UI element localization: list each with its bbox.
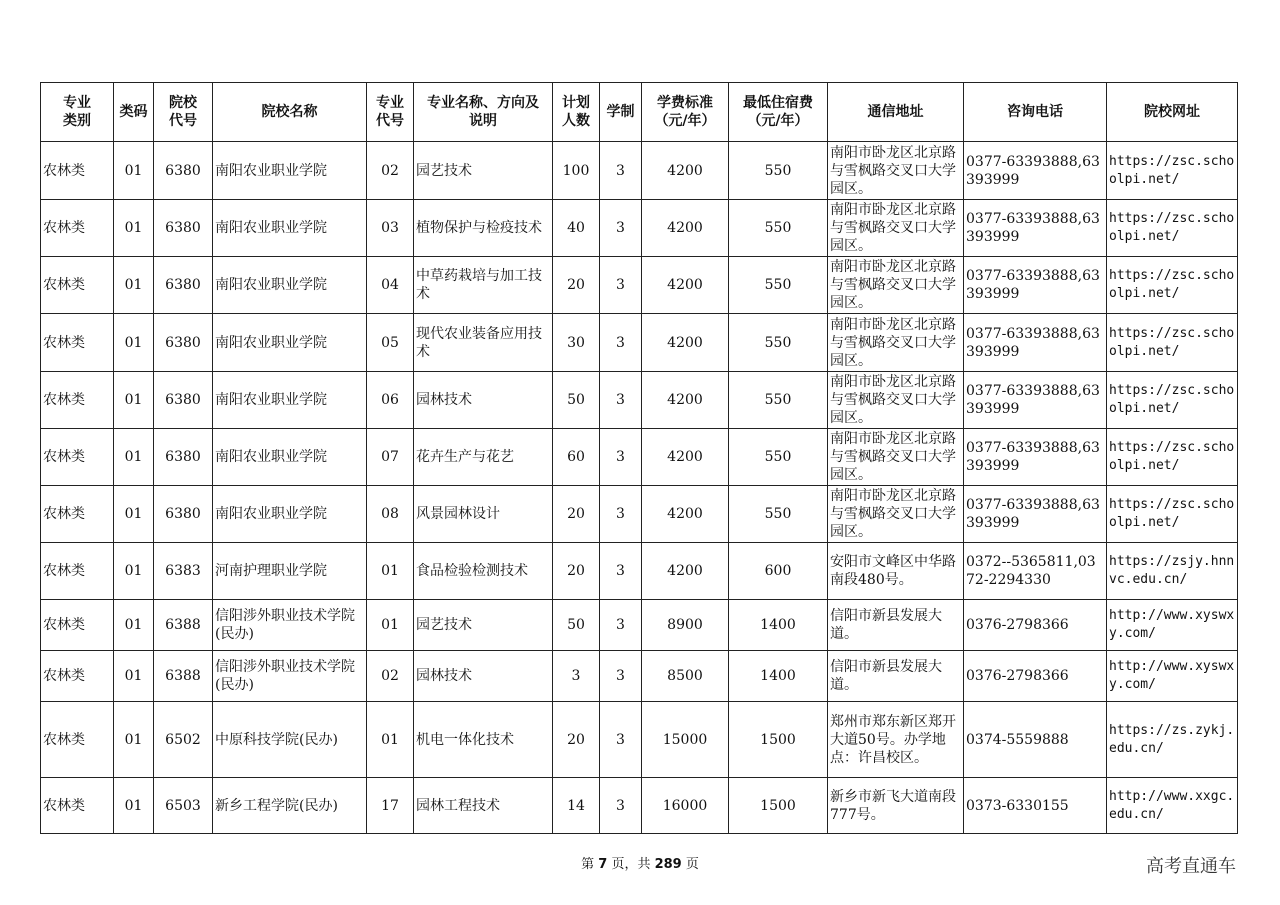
header-address bbox=[828, 83, 964, 142]
header-line: 专业名称、方向及 bbox=[427, 95, 539, 111]
cell-phone: 0377-63393888,63393999 bbox=[964, 314, 1107, 372]
cell-major-name: 园林工程技术 bbox=[414, 778, 553, 834]
cell-plan-count: 30 bbox=[553, 314, 600, 372]
header-school-code bbox=[154, 83, 213, 142]
header-line: 类别 bbox=[63, 113, 91, 129]
header-line: 通信地址 bbox=[867, 104, 924, 120]
cell-phone: 0374-5559888 bbox=[964, 702, 1107, 778]
cell-category-code: 01 bbox=[114, 651, 154, 702]
header-phone bbox=[964, 83, 1107, 142]
header-line: 院校网址 bbox=[1144, 104, 1200, 120]
cell-school-code: 6502 bbox=[154, 702, 213, 778]
cell-phone: 0376-2798366 bbox=[964, 600, 1107, 651]
cell-major-name: 中草药栽培与加工技术 bbox=[414, 257, 553, 314]
cell-major-code: 08 bbox=[367, 486, 414, 543]
admission-plan-table bbox=[40, 82, 1238, 834]
cell-tuition: 15000 bbox=[642, 702, 729, 778]
table-row bbox=[41, 486, 1238, 543]
cell-website[interactable]: https://zs.zykj.edu.cn/ bbox=[1107, 702, 1238, 778]
cell-tuition: 4200 bbox=[642, 429, 729, 486]
cell-school-code: 6380 bbox=[154, 142, 213, 200]
cell-category-code: 01 bbox=[114, 543, 154, 600]
cell-phone: 0377-63393888,63393999 bbox=[964, 142, 1107, 200]
cell-lodging-fee: 1400 bbox=[729, 651, 828, 702]
cell-phone: 0377-63393888,63393999 bbox=[964, 257, 1107, 314]
cell-major-code: 05 bbox=[367, 314, 414, 372]
cell-school-name: 新乡工程学院(民办) bbox=[213, 778, 367, 834]
cell-category: 农林类 bbox=[41, 314, 114, 372]
cell-school-code: 6380 bbox=[154, 200, 213, 257]
cell-tuition: 16000 bbox=[642, 778, 729, 834]
cell-plan-count: 3 bbox=[553, 651, 600, 702]
cell-plan-count: 20 bbox=[553, 702, 600, 778]
cell-category-code: 01 bbox=[114, 429, 154, 486]
cell-address: 安阳市文峰区中华路南段480号。 bbox=[828, 543, 964, 600]
cell-school-code: 6383 bbox=[154, 543, 213, 600]
cell-category: 农林类 bbox=[41, 651, 114, 702]
table-row bbox=[41, 702, 1238, 778]
cell-address: 南阳市卧龙区北京路与雪枫路交叉口大学园区。 bbox=[828, 200, 964, 257]
table-row bbox=[41, 314, 1238, 372]
brand-watermark-text: 高考直通车 bbox=[1146, 856, 1236, 877]
cell-school-name: 南阳农业职业学院 bbox=[213, 429, 367, 486]
cell-school-code: 6503 bbox=[154, 778, 213, 834]
cell-plan-count: 100 bbox=[553, 142, 600, 200]
cell-major-code: 03 bbox=[367, 200, 414, 257]
table-row bbox=[41, 600, 1238, 651]
cell-website[interactable]: https://zsc.schoolpi.net/ bbox=[1107, 142, 1238, 200]
cell-school-name: 南阳农业职业学院 bbox=[213, 142, 367, 200]
cell-address: 信阳市新县发展大道。 bbox=[828, 651, 964, 702]
cell-category: 农林类 bbox=[41, 257, 114, 314]
header-line: 专业 bbox=[376, 95, 404, 111]
cell-category-code: 01 bbox=[114, 600, 154, 651]
header-line: 类码 bbox=[119, 104, 148, 120]
cell-website[interactable]: http://www.xxgc.edu.cn/ bbox=[1107, 778, 1238, 834]
cell-category: 农林类 bbox=[41, 778, 114, 834]
cell-phone: 0377-63393888,63393999 bbox=[964, 200, 1107, 257]
footer-middle: 页，共 bbox=[607, 857, 655, 872]
cell-category-code: 01 bbox=[114, 257, 154, 314]
table-header-row bbox=[41, 83, 1238, 142]
cell-phone: 0377-63393888,63393999 bbox=[964, 486, 1107, 543]
cell-category-code: 01 bbox=[114, 372, 154, 429]
cell-phone: 0373-6330155 bbox=[964, 778, 1107, 834]
cell-school-name: 南阳农业职业学院 bbox=[213, 372, 367, 429]
cell-school-name: 中原科技学院(民办) bbox=[213, 702, 367, 778]
cell-website[interactable]: https://zsc.schoolpi.net/ bbox=[1107, 429, 1238, 486]
cell-school-code: 6380 bbox=[154, 429, 213, 486]
cell-tuition: 4200 bbox=[642, 142, 729, 200]
cell-phone: 0376-2798366 bbox=[964, 651, 1107, 702]
cell-phone: 0372--5365811,0372-2294330 bbox=[964, 543, 1107, 600]
cell-major-code: 17 bbox=[367, 778, 414, 834]
cell-major-code: 02 bbox=[367, 651, 414, 702]
cell-tuition: 4200 bbox=[642, 257, 729, 314]
cell-major-name: 园艺技术 bbox=[414, 600, 553, 651]
cell-duration: 3 bbox=[600, 651, 642, 702]
cell-tuition: 8900 bbox=[642, 600, 729, 651]
cell-category: 农林类 bbox=[41, 429, 114, 486]
cell-major-code: 06 bbox=[367, 372, 414, 429]
cell-lodging-fee: 550 bbox=[729, 486, 828, 543]
table-row bbox=[41, 778, 1238, 834]
cell-duration: 3 bbox=[600, 778, 642, 834]
cell-major-code: 02 bbox=[367, 142, 414, 200]
cell-lodging-fee: 550 bbox=[729, 372, 828, 429]
total-pages: 289 bbox=[654, 857, 682, 872]
cell-address: 南阳市卧龙区北京路与雪枫路交叉口大学园区。 bbox=[828, 372, 964, 429]
cell-category: 农林类 bbox=[41, 543, 114, 600]
header-line: 院校 bbox=[169, 95, 197, 111]
cell-phone: 0377-63393888,63393999 bbox=[964, 372, 1107, 429]
table-row bbox=[41, 142, 1238, 200]
cell-school-name: 南阳农业职业学院 bbox=[213, 257, 367, 314]
cell-lodging-fee: 1400 bbox=[729, 600, 828, 651]
cell-school-name: 河南护理职业学院 bbox=[213, 543, 367, 600]
cell-category-code: 01 bbox=[114, 486, 154, 543]
cell-category-code: 01 bbox=[114, 702, 154, 778]
cell-school-name: 信阳涉外职业技术学院(民办) bbox=[213, 651, 367, 702]
cell-category-code: 01 bbox=[114, 314, 154, 372]
header-plan-count bbox=[553, 83, 600, 142]
header-duration bbox=[600, 83, 642, 142]
header-line: 咨询电话 bbox=[1007, 104, 1063, 120]
cell-category-code: 01 bbox=[114, 142, 154, 200]
cell-address: 南阳市卧龙区北京路与雪枫路交叉口大学园区。 bbox=[828, 257, 964, 314]
cell-lodging-fee: 1500 bbox=[729, 778, 828, 834]
cell-major-name: 机电一体化技术 bbox=[414, 702, 553, 778]
header-line: 说明 bbox=[469, 113, 497, 129]
cell-plan-count: 20 bbox=[553, 486, 600, 543]
header-website bbox=[1107, 83, 1238, 142]
cell-plan-count: 20 bbox=[553, 543, 600, 600]
cell-major-name: 风景园林设计 bbox=[414, 486, 553, 543]
cell-phone: 0377-63393888,63393999 bbox=[964, 429, 1107, 486]
cell-website[interactable]: http://www.xyswxy.com/ bbox=[1107, 600, 1238, 651]
cell-school-name: 南阳农业职业学院 bbox=[213, 314, 367, 372]
cell-plan-count: 40 bbox=[553, 200, 600, 257]
footer-prefix: 第 bbox=[581, 857, 599, 872]
header-major-name bbox=[414, 83, 553, 142]
cell-lodging-fee: 550 bbox=[729, 429, 828, 486]
cell-category: 农林类 bbox=[41, 200, 114, 257]
cell-major-name: 现代农业装备应用技术 bbox=[414, 314, 553, 372]
cell-major-name: 园艺技术 bbox=[414, 142, 553, 200]
cell-address: 信阳市新县发展大道。 bbox=[828, 600, 964, 651]
cell-plan-count: 60 bbox=[553, 429, 600, 486]
cell-school-code: 6388 bbox=[154, 600, 213, 651]
cell-address: 南阳市卧龙区北京路与雪枫路交叉口大学园区。 bbox=[828, 486, 964, 543]
cell-duration: 3 bbox=[600, 600, 642, 651]
header-school-name bbox=[213, 83, 367, 142]
cell-address: 南阳市卧龙区北京路与雪枫路交叉口大学园区。 bbox=[828, 314, 964, 372]
header-line: 最低住宿费 bbox=[743, 95, 813, 111]
cell-duration: 3 bbox=[600, 142, 642, 200]
header-line: 代号 bbox=[169, 113, 197, 129]
header-line: 学制 bbox=[606, 104, 635, 120]
cell-major-code: 01 bbox=[367, 600, 414, 651]
cell-duration: 3 bbox=[600, 257, 642, 314]
cell-major-code: 01 bbox=[367, 702, 414, 778]
page-footer bbox=[0, 853, 1280, 872]
header-lodging-fee bbox=[729, 83, 828, 142]
table-row bbox=[41, 257, 1238, 314]
cell-major-name: 食品检验检测技术 bbox=[414, 543, 553, 600]
cell-category: 农林类 bbox=[41, 142, 114, 200]
header-line: 代号 bbox=[376, 113, 404, 129]
cell-major-name: 园林技术 bbox=[414, 372, 553, 429]
cell-website[interactable]: https://zsc.schoolpi.net/ bbox=[1107, 257, 1238, 314]
footer-suffix: 页 bbox=[681, 857, 699, 872]
cell-major-code: 01 bbox=[367, 543, 414, 600]
cell-website[interactable]: https://zsc.schoolpi.net/ bbox=[1107, 372, 1238, 429]
cell-tuition: 8500 bbox=[642, 651, 729, 702]
table-row bbox=[41, 372, 1238, 429]
cell-major-name: 花卉生产与花艺 bbox=[414, 429, 553, 486]
header-line: 学费标准 bbox=[657, 95, 713, 111]
cell-tuition: 4200 bbox=[642, 543, 729, 600]
cell-address: 南阳市卧龙区北京路与雪枫路交叉口大学园区。 bbox=[828, 142, 964, 200]
cell-address: 南阳市卧龙区北京路与雪枫路交叉口大学园区。 bbox=[828, 429, 964, 486]
cell-major-code: 04 bbox=[367, 257, 414, 314]
cell-plan-count: 50 bbox=[553, 372, 600, 429]
cell-school-name: 信阳涉外职业技术学院(民办) bbox=[213, 600, 367, 651]
cell-category-code: 01 bbox=[114, 200, 154, 257]
cell-category: 农林类 bbox=[41, 372, 114, 429]
table-row bbox=[41, 429, 1238, 486]
header-category-code bbox=[114, 83, 154, 142]
cell-website[interactable]: https://zsjy.hnnvc.edu.cn/ bbox=[1107, 543, 1238, 600]
header-tuition bbox=[642, 83, 729, 142]
header-major-code bbox=[367, 83, 414, 142]
cell-website[interactable]: https://zsc.schoolpi.net/ bbox=[1107, 200, 1238, 257]
cell-school-code: 6388 bbox=[154, 651, 213, 702]
cell-tuition: 4200 bbox=[642, 200, 729, 257]
cell-duration: 3 bbox=[600, 429, 642, 486]
cell-major-name: 植物保护与检疫技术 bbox=[414, 200, 553, 257]
cell-duration: 3 bbox=[600, 543, 642, 600]
cell-website[interactable]: http://www.xyswxy.com/ bbox=[1107, 651, 1238, 702]
cell-tuition: 4200 bbox=[642, 486, 729, 543]
page-number: 7 bbox=[598, 857, 608, 872]
table-row bbox=[41, 651, 1238, 702]
cell-address: 郑州市郑东新区郑开大道50号。办学地点：许昌校区。 bbox=[828, 702, 964, 778]
cell-tuition: 4200 bbox=[642, 372, 729, 429]
cell-duration: 3 bbox=[600, 200, 642, 257]
cell-lodging-fee: 550 bbox=[729, 257, 828, 314]
header-line: 院校名称 bbox=[261, 104, 318, 120]
cell-category-code: 01 bbox=[114, 778, 154, 834]
cell-website[interactable]: https://zsc.schoolpi.net/ bbox=[1107, 486, 1238, 543]
cell-category: 农林类 bbox=[41, 600, 114, 651]
header-line: 计划 bbox=[562, 95, 590, 111]
cell-address: 新乡市新飞大道南段777号。 bbox=[828, 778, 964, 834]
cell-major-name: 园林技术 bbox=[414, 651, 553, 702]
cell-plan-count: 20 bbox=[553, 257, 600, 314]
cell-duration: 3 bbox=[600, 314, 642, 372]
cell-category: 农林类 bbox=[41, 702, 114, 778]
cell-major-code: 07 bbox=[367, 429, 414, 486]
cell-lodging-fee: 550 bbox=[729, 314, 828, 372]
cell-tuition: 4200 bbox=[642, 314, 729, 372]
cell-plan-count: 50 bbox=[553, 600, 600, 651]
cell-school-code: 6380 bbox=[154, 486, 213, 543]
cell-duration: 3 bbox=[600, 702, 642, 778]
cell-school-name: 南阳农业职业学院 bbox=[213, 200, 367, 257]
cell-school-code: 6380 bbox=[154, 372, 213, 429]
cell-lodging-fee: 1500 bbox=[729, 702, 828, 778]
cell-lodging-fee: 600 bbox=[729, 543, 828, 600]
cell-school-code: 6380 bbox=[154, 257, 213, 314]
cell-lodging-fee: 550 bbox=[729, 200, 828, 257]
header-line: 专业 bbox=[63, 95, 91, 111]
cell-school-name: 南阳农业职业学院 bbox=[213, 486, 367, 543]
cell-lodging-fee: 550 bbox=[729, 142, 828, 200]
header-line: （元/年） bbox=[747, 113, 809, 129]
cell-school-code: 6380 bbox=[154, 314, 213, 372]
cell-category: 农林类 bbox=[41, 486, 114, 543]
cell-duration: 3 bbox=[600, 372, 642, 429]
cell-website[interactable]: https://zsc.schoolpi.net/ bbox=[1107, 314, 1238, 372]
header-line: （元/年） bbox=[654, 113, 716, 129]
cell-duration: 3 bbox=[600, 486, 642, 543]
table-row bbox=[41, 200, 1238, 257]
table-row bbox=[41, 543, 1238, 600]
cell-plan-count: 14 bbox=[553, 778, 600, 834]
header-line: 人数 bbox=[562, 113, 590, 129]
header-category bbox=[41, 83, 114, 142]
